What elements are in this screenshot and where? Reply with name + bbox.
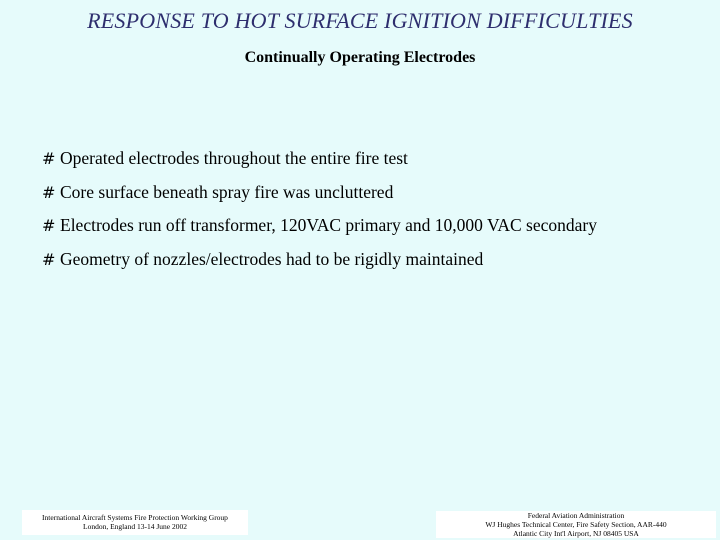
bullet-list (42, 148, 702, 282)
footer-right-line1: Federal Aviation Administration (527, 511, 625, 520)
slide-title: RESPONSE TO HOT SURFACE IGNITION DIFFICULTIES (87, 8, 633, 33)
bullet-item (42, 249, 702, 283)
bullet-text: Electrodes run off transformer, 120VAC primary and 10,000 VAC secondary (60, 215, 597, 235)
bullet-item (42, 148, 702, 182)
bullet-item (42, 215, 702, 249)
bullet-text: Operated electrodes throughout the entire fire test (60, 148, 408, 168)
bullet-text: Geometry of nozzles/electrodes had to be rigidly maintained (60, 248, 484, 269)
bullet-icon: # (42, 249, 56, 269)
footer-right-line2: WJ Hughes Technical Center, Fire Safety Section, AAR-440 (485, 520, 667, 529)
bullet-icon: # (42, 182, 56, 202)
bullet-item (42, 182, 702, 216)
bullet-icon: # (42, 149, 56, 168)
bullet-text: Core surface beneath spray fire was uncluttered (60, 181, 394, 202)
footer-right-line3: Atlantic City Int'l Airport, NJ 08405 USA (513, 529, 639, 538)
slide-subtitle: Continually Operating Electrodes (244, 49, 476, 66)
footer-left-line2: London, England 13-14 June 2002 (83, 522, 187, 531)
bullet-icon: # (42, 216, 56, 235)
footer-left (22, 510, 248, 535)
footer-right (436, 511, 716, 538)
footer-left-line1: International Aircraft Systems Fire Protection Working Group (42, 513, 228, 522)
